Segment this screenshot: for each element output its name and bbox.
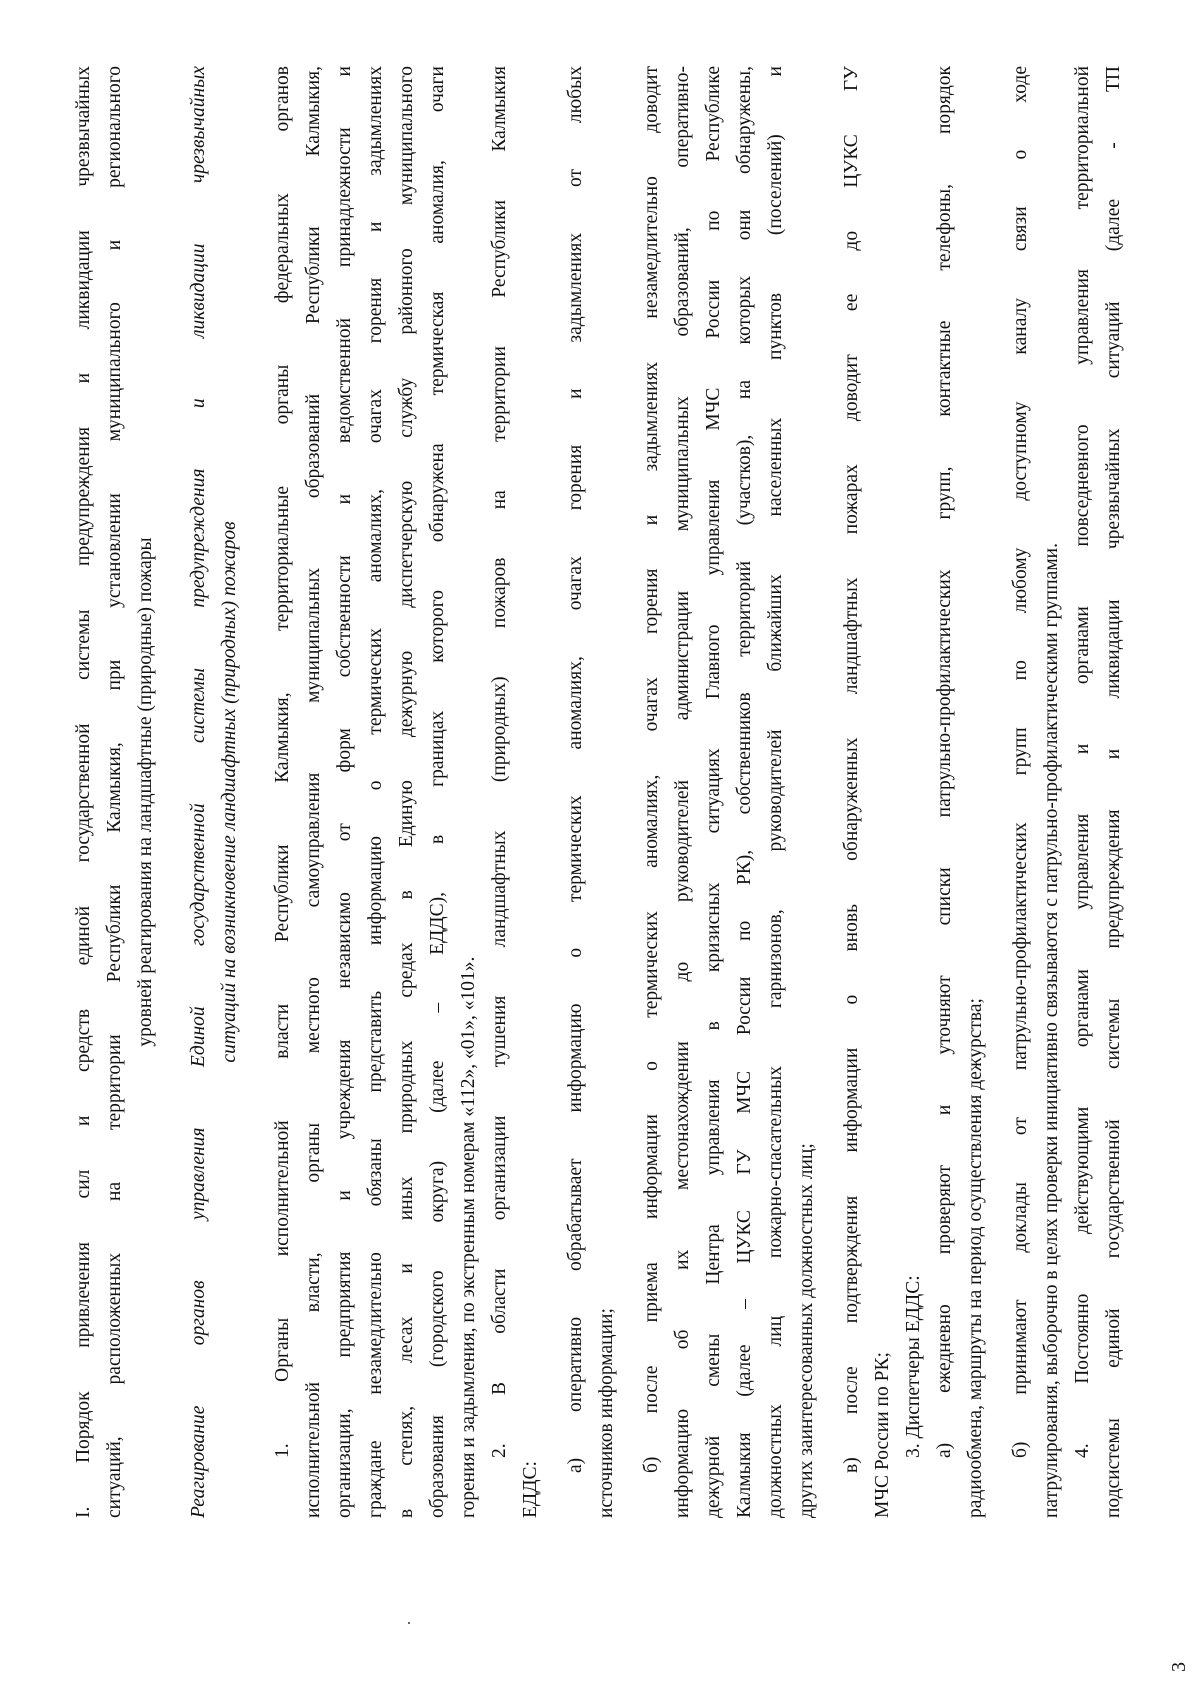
paragraph-line: информацию об их местонахождении до руководителей администрации муниципальных образований, оперативно- [672,66,693,1518]
paragraph-line: образования (городского округа) (далее – ЕДДС), в границах которого обнаружена термическая аномалия, очаги [427,66,448,1518]
paragraph-line: б) принимают доклады от патрульно-профилактических групп по любому доступному каналу связи о ходе [1010,66,1031,1458]
heading-line: I. Порядок привлечения сил и средств единой государственной системы предупреждения и ликвидации чрезвычайных [73,66,94,1518]
paragraph-line: других заинтересованных должностных лиц; [796,1143,817,1518]
heading-line: ситуаций, расположенных на территории Республики Калмыкия, при установлении муниципального и регионального [104,66,125,1518]
paragraph-line: МЧС России по РК; [872,1352,893,1518]
paragraph-line: 4. Постоянно действующими органами управления и органами повседневного управления территориальной [1072,66,1093,1458]
paragraph-line: источников информации; [596,1308,617,1518]
page-number: 3 [1168,1662,1190,1672]
heading-line: уровней реагирования на ландшафтные (природные) пожары [135,537,156,1047]
paragraph-line: подсистемы единой государственной системы предупреждения и ликвидации чрезвычайных ситуаций (далее - ТП [1103,66,1124,1518]
subtitle-line: ситуаций на возникновение ландшафтных (природных) пожаров [219,521,240,1063]
paragraph-line: Калмыкия (далее – ЦУКС ГУ МЧС России по РК), собственников территорий (участков), на которых они обнаружены, [734,66,755,1518]
paragraph-1 [267,66,484,1518]
paragraph-line: радиообмена, маршруты на период осуществления дежурства; [965,998,986,1518]
paragraph-line: ЕДДС: [520,1461,541,1518]
spacer [822,66,836,1518]
paragraph-2a [560,66,622,1518]
paragraph-line: а) оперативно обрабатывает информацию о термических аномалиях, очагах горения и задымлениях от любых [565,66,586,1473]
paragraph-line: должностных лиц пожарно-спасательных гарнизонов, руководителей ближайших населенных пунктов (поселений) и [765,66,786,1518]
paragraph-line: горения и задымления, по экстренным номерам «112», «01», «101». [458,956,479,1518]
paragraph-line: патрулирования, выборочно в целях проверки инициативно связываются с патрульно-профилактическими группами. [1041,543,1062,1518]
spacer [161,66,183,1518]
paragraph-line: в) после подтверждения информации о вновь обнаруженных ландшафтных пожарах доводит ее до ЦУКС ГУ [841,66,862,1473]
spacer [546,66,560,1518]
paragraph-line: граждане незамедлительно обязаны представить информацию о термических аномалиях, очагах горения и задымлениях [365,66,386,1518]
paragraph-line: организации, предприятия и учреждения независимо от форм собственности и ведомственной принадлежности и [334,66,355,1518]
paragraph-3a [929,66,991,1518]
scan-dot [408,1622,410,1624]
paragraph-2b [636,66,822,1518]
paragraph-line: исполнительной власти, органы местного самоуправления муниципальных образований Республики Калмыкия, [303,66,324,1518]
paragraph-3 [898,66,929,1518]
rotated-text-block [68,66,1129,1518]
paragraph-4 [1067,66,1129,1518]
paragraph-line: 1. Органы исполнительной власти Республики Калмыкия, территориальные органы федеральных органов [272,66,293,1458]
paragraph-line: а) ежедневно проверяют и уточняют списки патрульно-профилактических групп, контактные телефоны, порядок [934,66,955,1458]
paragraph-line: 3. Диспетчеры ЕДДС: [903,1275,924,1458]
spacer [991,66,1005,1518]
spacer [622,66,636,1518]
paragraph-2c [836,66,898,1518]
paragraph-line: 2. В области организации тушения ландшафтных (природных) пожаров на территории Республики Калмыкия [489,66,510,1458]
paragraph-3b [1005,66,1067,1518]
section-heading [68,66,161,1518]
spacer [245,66,267,1518]
paragraph-line: б) после приема информации о термических аномалиях, очагах горения и задымлениях незамедлительно доводит [641,66,662,1473]
paragraph-2 [484,66,546,1518]
subtitle-line: Реагирование органов управления Единой государственной системы предупреждения и ликвидации чрезвычайных [188,66,209,1518]
paragraph-line: дежурной смены Центра управления в кризисных ситуациях Главного управления МЧС России по Республике [703,66,724,1518]
paragraph-line: в степях, лесах и иных природных средах в Единую дежурную диспетчерскую службу районного муниципального [396,66,417,1518]
subtitle [183,66,245,1518]
